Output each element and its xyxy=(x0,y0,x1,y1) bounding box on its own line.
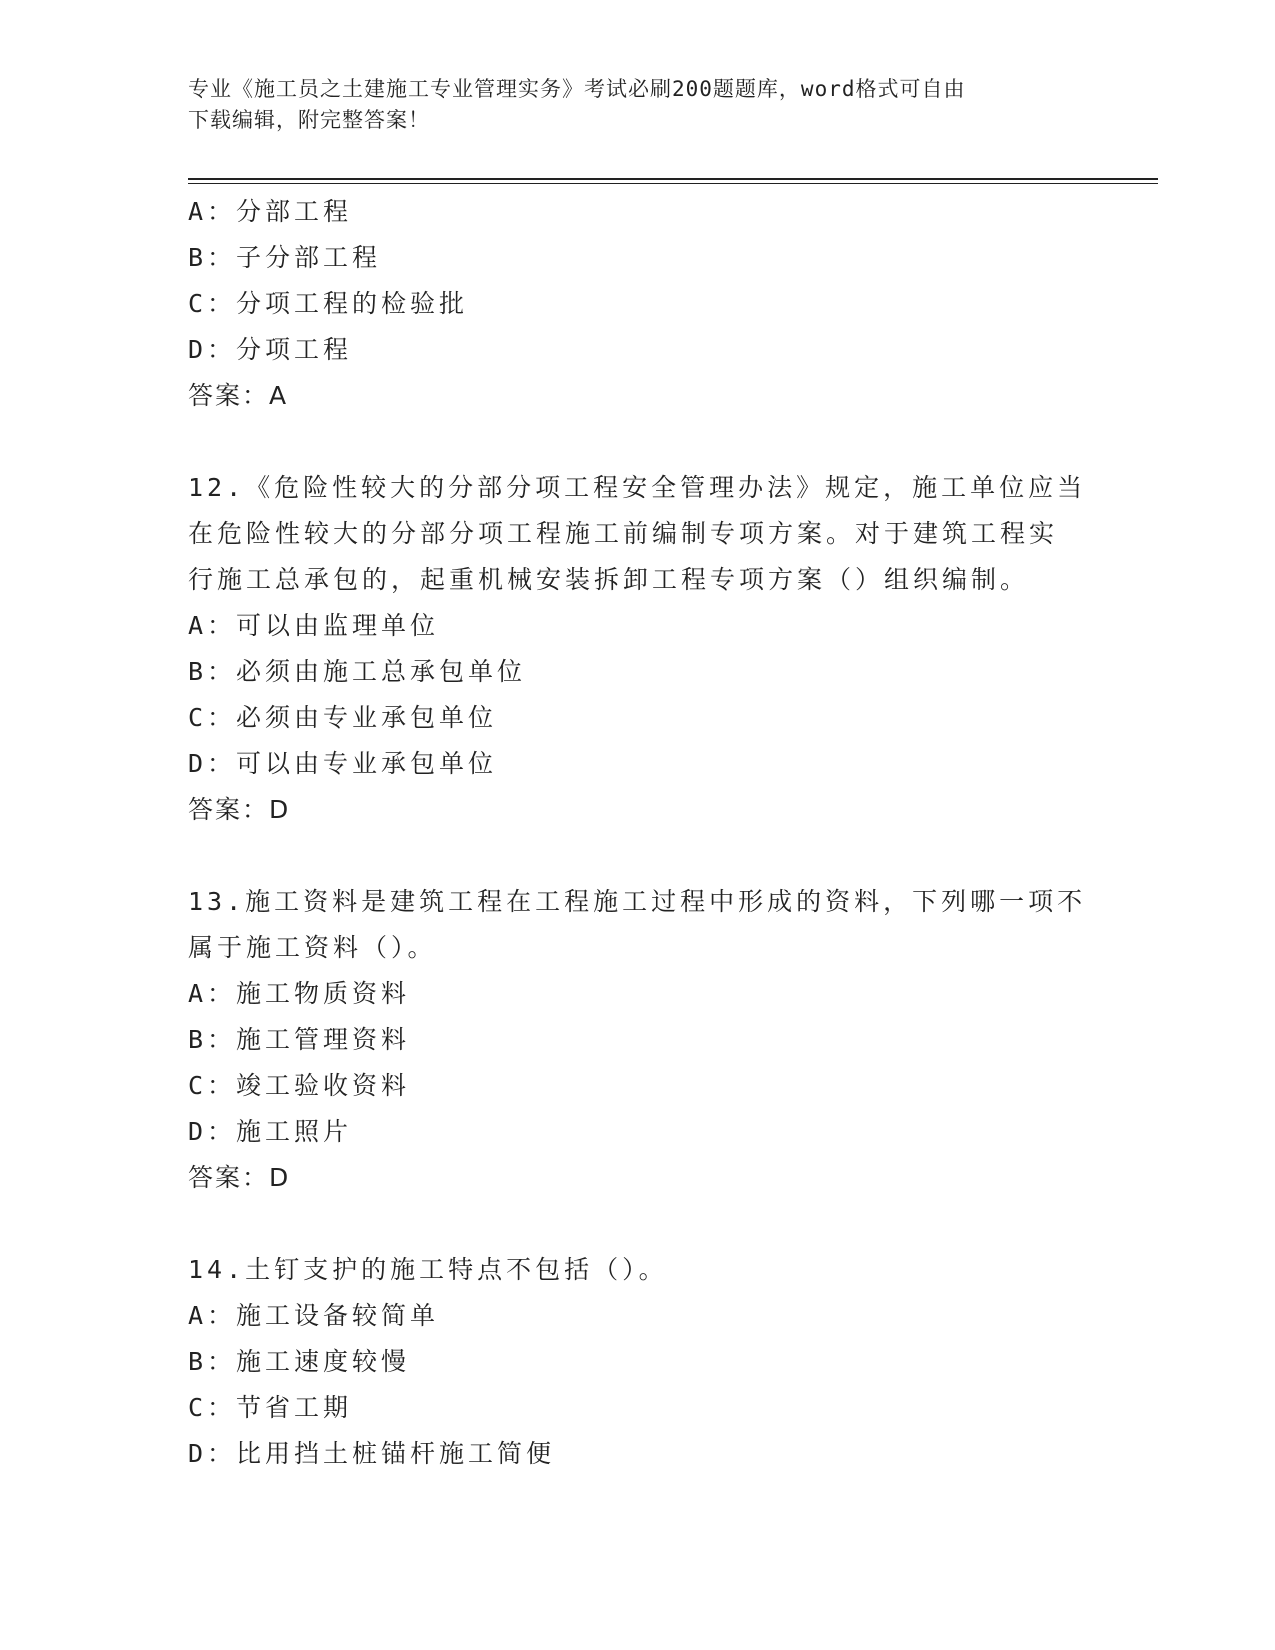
option-c: C：竣工验收资料 xyxy=(188,1071,411,1100)
option-a: A：分部工程 xyxy=(188,197,353,226)
option-d: D：可以由专业承包单位 xyxy=(188,749,498,778)
option-a: A：可以由监理单位 xyxy=(188,611,440,640)
header-line-1: 专业《施工员之土建施工专业管理实务》考试必刷200题题库，word格式可自由 xyxy=(188,77,966,101)
question-text-line: 属于施工资料（）。 xyxy=(188,933,437,962)
question-text-line: 在危险性较大的分部分项工程施工前编制专项方案。对于建筑工程实 xyxy=(188,519,1059,548)
header-rule-thick xyxy=(188,178,1158,180)
question-list xyxy=(188,189,1088,1477)
answer-line: 答案：D xyxy=(188,1163,291,1192)
option-a: A：施工物质资料 xyxy=(188,979,411,1008)
question-text-line: 12.《危险性较大的分部分项工程安全管理办法》规定，施工单位应当 xyxy=(188,473,1087,502)
question-13 xyxy=(188,879,1088,1201)
option-c: C：必须由专业承包单位 xyxy=(188,703,498,732)
option-d: D：施工照片 xyxy=(188,1117,353,1146)
option-c: C：分项工程的检验批 xyxy=(188,289,469,318)
question-11 xyxy=(188,189,1088,419)
option-d: D：比用挡土桩锚杆施工简便 xyxy=(188,1439,556,1468)
question-text-line: 行施工总承包的，起重机械安装拆卸工程专项方案（）组织编制。 xyxy=(188,565,1030,594)
option-b: B：必须由施工总承包单位 xyxy=(188,657,527,686)
option-a: A：施工设备较简单 xyxy=(188,1301,440,1330)
question-text-line: 13.施工资料是建筑工程在工程施工过程中形成的资料，下列哪一项不 xyxy=(188,887,1087,916)
question-14 xyxy=(188,1247,1088,1477)
option-d: D：分项工程 xyxy=(188,335,353,364)
option-c: C：节省工期 xyxy=(188,1393,353,1422)
option-b: B：施工管理资料 xyxy=(188,1025,411,1054)
header-rule-thin xyxy=(188,183,1158,184)
header-line-2: 下载编辑，附完整答案！ xyxy=(188,108,430,132)
option-b: B：子分部工程 xyxy=(188,243,382,272)
question-12 xyxy=(188,465,1088,833)
answer-line: 答案：D xyxy=(188,795,291,824)
document-header xyxy=(188,74,1088,136)
option-b: B：施工速度较慢 xyxy=(188,1347,411,1376)
answer-line: 答案：A xyxy=(188,381,289,410)
question-text-line: 14.土钉支护的施工特点不包括（）。 xyxy=(188,1255,668,1284)
